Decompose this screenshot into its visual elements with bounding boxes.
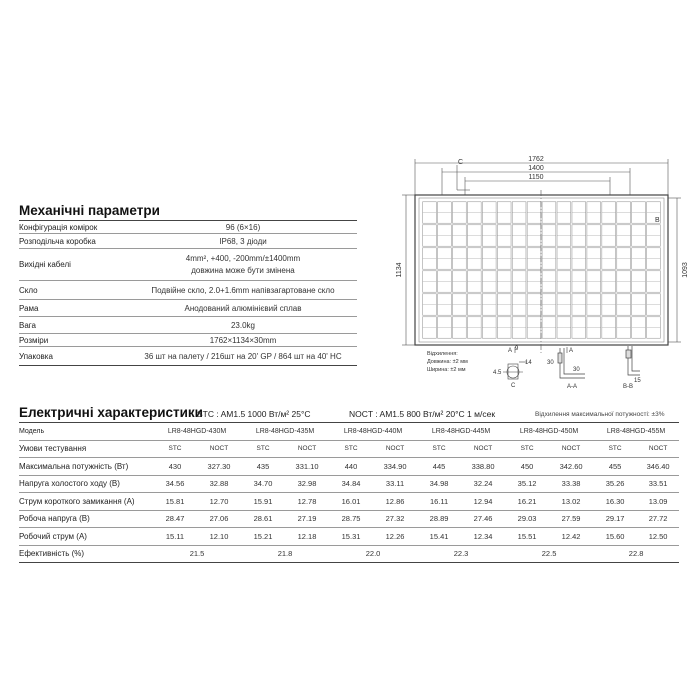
table-cell: 15.51	[505, 528, 549, 546]
table-cell: 12.18	[285, 528, 329, 546]
table-cell: 28.61	[241, 510, 285, 528]
tolerance-title: Відхилення:	[427, 351, 458, 357]
table-cell: 338.80	[461, 458, 505, 476]
table-row	[19, 475, 679, 493]
mech-value: 36 шт на палету / 216шт на 20' GP / 864 шт на 40' HC	[129, 347, 357, 366]
table-cell: 12.26	[373, 528, 417, 546]
param-label: Напруга холостого ходу (В)	[19, 475, 153, 493]
mech-value: 23.0kg	[129, 317, 357, 334]
table-cell: 12.70	[197, 493, 241, 511]
mech-label: Вага	[19, 317, 129, 334]
table-cell: 15.41	[417, 528, 461, 546]
table-cell: 15.21	[241, 528, 285, 546]
table-cell: 450	[505, 458, 549, 476]
table-cell: 15.81	[153, 493, 197, 511]
table-cell: 28.75	[329, 510, 373, 528]
mechanical-table	[19, 220, 357, 366]
mech-value: Анодований алюмінієвий сплав	[129, 300, 357, 317]
module-drawing	[395, 150, 695, 395]
table-cell: 15.31	[329, 528, 373, 546]
noct-column-header: NOCT	[549, 440, 593, 458]
table-cell: 29.03	[505, 510, 549, 528]
table-cell: 34.56	[153, 475, 197, 493]
table-cell: 435	[241, 458, 285, 476]
table-cell: 327.30	[197, 458, 241, 476]
electrical-table	[19, 422, 679, 563]
mech-value: Подвійне скло, 2.0+1.6mm напівзагартоване скло	[129, 281, 357, 300]
detail-bb-drawing	[626, 346, 640, 375]
mech-label: Конфігурація комірок	[19, 221, 129, 234]
section-a-marker-left: A	[508, 348, 513, 354]
table-row	[19, 545, 679, 563]
mech-label: Вихідні кабелі	[19, 249, 129, 281]
mech-value-line: довжина може бути змінена	[191, 266, 295, 275]
table-cell: 27.59	[549, 510, 593, 528]
mech-label: Скло	[19, 281, 129, 300]
table-cell: 15.91	[241, 493, 285, 511]
table-cell: 33.38	[549, 475, 593, 493]
table-cell: 34.98	[417, 475, 461, 493]
efficiency-value: 22.5	[505, 545, 593, 563]
model-label: Модель	[19, 423, 153, 441]
param-label: Робоча напруга (В)	[19, 510, 153, 528]
table-cell: 16.11	[417, 493, 461, 511]
table-cell: 35.26	[593, 475, 637, 493]
dim-length-label: 1762	[528, 156, 544, 163]
detail-bb-dim-15: 15	[634, 378, 641, 384]
table-cell: 342.60	[549, 458, 593, 476]
tolerance-length: Довжина: ±2 мм	[427, 359, 468, 365]
stc-column-header: STC	[417, 440, 461, 458]
table-cell: 29.17	[593, 510, 637, 528]
table-row	[19, 528, 679, 546]
table-cell: 334.90	[373, 458, 417, 476]
table-cell: 35.12	[505, 475, 549, 493]
efficiency-value: 22.8	[593, 545, 679, 563]
table-cell: 16.21	[505, 493, 549, 511]
mech-label: Упаковка	[19, 347, 129, 366]
param-label: Максимальна потужність (Вт)	[19, 458, 153, 476]
section-a-marker-right: A	[569, 348, 574, 354]
table-row	[19, 493, 679, 511]
table-row	[19, 300, 357, 317]
electrical-title: Електричні характеристики	[19, 405, 203, 420]
callout-c-label: C	[458, 159, 464, 166]
detail-aa-dim-bottom: 30	[573, 367, 580, 373]
tolerance-width: Ширина: ±2 мм	[427, 367, 466, 373]
dim-width-label: 1134	[396, 262, 403, 278]
table-cell: 27.72	[637, 510, 679, 528]
table-cell: 32.88	[197, 475, 241, 493]
param-label: Робочий струм (А)	[19, 528, 153, 546]
stc-column-header: STC	[505, 440, 549, 458]
table-row	[19, 440, 679, 458]
param-label: Струм короткого замикання (А)	[19, 493, 153, 511]
model-name: LR8-48HGD-450M	[505, 423, 593, 441]
mechanical-title: Механічні параметри	[19, 203, 160, 218]
table-cell: 27.46	[461, 510, 505, 528]
detail-bb-label: B-B	[623, 384, 634, 390]
test-conditions-label: Умови тестування	[19, 440, 153, 458]
stc-conditions: STC : AM1.5 1000 Вт/м² 25°C	[197, 409, 311, 419]
table-cell: 16.01	[329, 493, 373, 511]
model-name: LR8-48HGD-440M	[329, 423, 417, 441]
efficiency-value: 22.0	[329, 545, 417, 563]
table-cell: 430	[153, 458, 197, 476]
table-cell: 331.10	[285, 458, 329, 476]
table-cell: 32.24	[461, 475, 505, 493]
detail-aa-label: A-A	[567, 384, 578, 390]
table-cell: 440	[329, 458, 373, 476]
table-cell: 12.86	[373, 493, 417, 511]
table-cell: 13.02	[549, 493, 593, 511]
table-cell: 13.09	[637, 493, 679, 511]
stc-column-header: STC	[153, 440, 197, 458]
model-name: LR8-48HGD-430M	[153, 423, 241, 441]
table-cell: 346.40	[637, 458, 679, 476]
table-cell: 12.50	[637, 528, 679, 546]
noct-column-header: NOCT	[197, 440, 241, 458]
noct-column-header: NOCT	[637, 440, 679, 458]
mech-label: Розподільча коробка	[19, 234, 129, 249]
table-row	[19, 249, 357, 281]
detail-aa-dim-30: 30	[547, 360, 554, 366]
noct-column-header: NOCT	[285, 440, 329, 458]
table-row	[19, 423, 679, 441]
model-name: LR8-48HGD-455M	[593, 423, 679, 441]
model-name: LR8-48HGD-445M	[417, 423, 505, 441]
table-row	[19, 458, 679, 476]
table-cell: 34.84	[329, 475, 373, 493]
mech-value: IP68, 3 діоди	[129, 234, 357, 249]
dim-hole-spacing-label: 1400	[528, 165, 544, 172]
efficiency-value: 21.5	[153, 545, 241, 563]
table-row	[19, 510, 679, 528]
table-row	[19, 334, 357, 347]
electrical-header	[19, 405, 699, 421]
table-row	[19, 234, 357, 249]
mech-value	[129, 249, 357, 281]
table-cell: 12.42	[549, 528, 593, 546]
efficiency-value: 22.3	[417, 545, 505, 563]
detail-c-dim-9: 9	[515, 346, 519, 352]
dim-inner-spacing-label: 1150	[528, 174, 544, 181]
table-row	[19, 221, 357, 234]
table-cell: 32.98	[285, 475, 329, 493]
table-cell: 12.78	[285, 493, 329, 511]
table-row	[19, 347, 357, 366]
power-tolerance: Відхилення максимальної потужності: ±3%	[535, 411, 665, 418]
detail-c-dim-14: 14	[525, 360, 532, 366]
noct-conditions: NOCT : AM1.5 800 Вт/м² 20°C 1 м/сек	[349, 409, 496, 419]
detail-c-label: C	[511, 383, 516, 389]
dim-mount-label: 1093	[682, 262, 689, 278]
table-cell: 28.47	[153, 510, 197, 528]
noct-column-header: NOCT	[373, 440, 417, 458]
table-cell: 27.32	[373, 510, 417, 528]
table-cell: 15.60	[593, 528, 637, 546]
table-cell: 445	[417, 458, 461, 476]
efficiency-label: Ефективність (%)	[19, 545, 153, 563]
table-cell: 12.94	[461, 493, 505, 511]
efficiency-value: 21.8	[241, 545, 329, 563]
detail-c-drawing	[503, 362, 527, 379]
detail-c-dim-45: 4.5	[493, 370, 502, 376]
table-cell: 12.34	[461, 528, 505, 546]
table-cell: 16.30	[593, 493, 637, 511]
section-b-marker: B	[655, 217, 660, 224]
table-cell: 27.06	[197, 510, 241, 528]
model-name: LR8-48HGD-435M	[241, 423, 329, 441]
table-cell: 27.19	[285, 510, 329, 528]
table-cell: 34.70	[241, 475, 285, 493]
table-cell: 33.11	[373, 475, 417, 493]
mech-label: Рама	[19, 300, 129, 317]
panel-frame	[415, 195, 668, 345]
stc-column-header: STC	[241, 440, 285, 458]
table-cell: 15.11	[153, 528, 197, 546]
table-cell: 28.89	[417, 510, 461, 528]
table-cell: 12.10	[197, 528, 241, 546]
mech-value: 1762×1134×30mm	[129, 334, 357, 347]
table-row	[19, 317, 357, 334]
table-cell: 455	[593, 458, 637, 476]
stc-column-header: STC	[329, 440, 373, 458]
stc-column-header: STC	[593, 440, 637, 458]
mech-value: 96 (6×16)	[129, 221, 357, 234]
noct-column-header: NOCT	[461, 440, 505, 458]
mech-value-line: 4mm², +400, -200mm/±1400mm	[185, 254, 301, 263]
mech-label: Розміри	[19, 334, 129, 347]
table-cell: 33.51	[637, 475, 679, 493]
table-row	[19, 281, 357, 300]
